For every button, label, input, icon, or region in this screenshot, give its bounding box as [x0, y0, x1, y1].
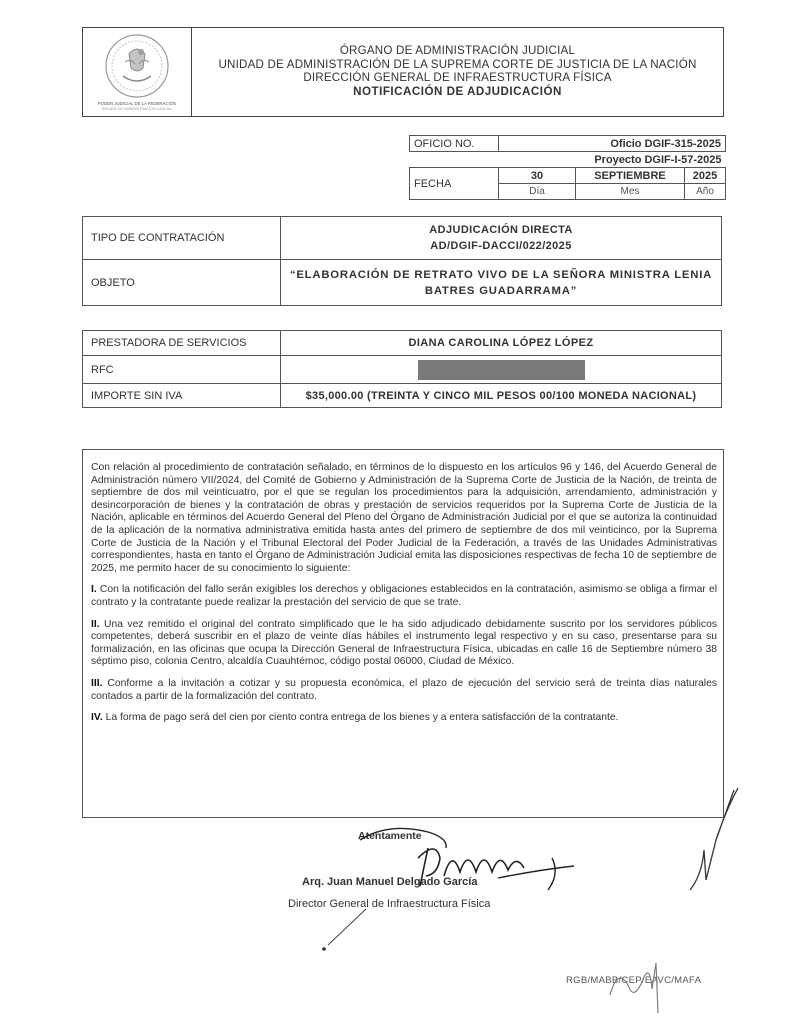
objeto-value-line-2: BATRES GUADARRAMA”: [424, 284, 578, 297]
body-text: [91, 462, 717, 734]
fecha-year: 2025: [685, 168, 726, 184]
paragraph-2: [91, 619, 717, 669]
document-title: NOTIFICACIÓN DE ADJUDICACIÓN: [353, 84, 562, 98]
rfc-value: [281, 356, 722, 384]
seal-caption: PODER JUDICIAL DE LA FEDERACIÓN: [97, 101, 177, 106]
month-label: Mes: [576, 184, 685, 200]
prestadora-value: DIANA CAROLINA LÓPEZ LÓPEZ: [281, 331, 722, 356]
oficio-table: [409, 135, 726, 200]
national-seal-icon: [101, 32, 173, 100]
tipo-label: TIPO DE CONTRATACIÓN: [83, 217, 281, 260]
notification-body: [82, 449, 724, 818]
paragraph-1-number: I.: [91, 584, 97, 596]
importe-value: $35,000.00 (TREINTA Y CINCO MIL PESOS 00/100 MONEDA NACIONAL): [281, 384, 722, 408]
initials-scribble: [600, 955, 680, 1015]
prestadora-label: PRESTADORA DE SERVICIOS: [83, 331, 281, 356]
reference-initials: RGB/MABB/CEP/EAVC/MAFA: [566, 975, 702, 986]
objeto-value-line-1: “ELABORACIÓN DE RETRATO VIVO DE LA SEÑORA MINISTRA LENIA: [289, 268, 713, 281]
header-line-3: DIRECCIÓN GENERAL DE INFRAESTRUCTURA FÍSICA: [303, 71, 612, 84]
paragraph-3-number: III.: [91, 677, 103, 689]
seal-cell: [83, 28, 192, 116]
paragraph-3: [91, 678, 717, 703]
proyecto-number: Proyecto DGIF-I-57-2025: [594, 153, 722, 166]
rfc-label: RFC: [83, 356, 281, 384]
signature-stroke: [318, 905, 378, 955]
closing-atentamente: Atentamente: [358, 830, 422, 842]
paragraph-1-text: Con la notificación del fallo serán exigibles los derechos y obligaciones establecidos en la contratación, asimismo se obliga a firmar el contrato y la contratante puede realizar la prestación del servicio de que se trate.: [91, 584, 717, 608]
tipo-value-line-1: ADJUDICACIÓN DIRECTA: [429, 224, 573, 236]
contract-table: [82, 216, 722, 306]
fecha-month: SEPTIEMBRE: [576, 168, 685, 184]
fecha-label: FECHA: [410, 168, 499, 200]
year-label: Año: [685, 184, 726, 200]
tipo-value-line-2: AD/DGIF-DACCI/022/2025: [430, 240, 572, 252]
provider-table: [82, 330, 722, 408]
tipo-value: [281, 217, 722, 260]
objeto-label: OBJETO: [83, 260, 281, 306]
paragraph-3-text: Conforme a la invitación a cotizar y su propuesta económica, el plazo de ejecución del servicio será de treinta días naturales contados a partir de la formalización del contrato.: [91, 677, 717, 702]
header-line-1: ÓRGANO DE ADMINISTRACIÓN JUDICIAL: [339, 44, 576, 57]
paragraph-2-text: Una vez remitido el original del contrato simplificado que le ha sido adjudicado debidamente suscrito por los servidores públicos competentes, deberá suscribir en el plazo de veinte días hábiles el instrumento legal respectivo y en su caso, presentarse para su formalización, en las oficinas que ocupa la Dirección General de Infraestructura Física, ubicadas en calle 16 de Septiembre número 38 séptimo piso, colonia Centro, alcaldía Cuauhtémoc, código postal 06000, Ciudad de México.: [91, 618, 717, 668]
signatory-name: Arq. Juan Manuel Delgado García: [302, 876, 478, 888]
intro-paragraph: Con relación al procedimiento de contratación señalado, en términos de lo dispuesto en los artículos 96 y 146, del Acuerdo General de Administración número VII/2024, del Comité de Gobierno y Administración de la Suprema Corte de Justicia de la Nación, de treinta de septiembre de dos mil veinticuatro, por el que se regulan los procedimientos para la adquisición, arrendamiento, administración y desincorporación de bienes y la contratación de obras y prestación de servicios requeridos por la Suprema Corte de Justicia de la Nación, aplicable en términos del Acuerdo General del Pleno del Órgano de Administración Judicial por el que se autoriza la continuidad de la aplicación de la normativa administrativa emitida hasta antes del primero de septiembre de dos mil veinticinco, por la Suprema Corte de Justicia de la Nación y el Tribunal Electoral del Poder Judicial de la Federación, a través de las Unidades Administrativas correspondientes, hasta en tanto el Órgano de Administración Judicial emita las disposiciones respectivas de fecha 10 de septiembre de 2025, me permito hacer de su conocimiento lo siguiente:: [91, 462, 717, 574]
signatory-title: Director General de Infraestructura Física: [288, 898, 491, 910]
paragraph-4-number: IV.: [91, 712, 103, 724]
oficio-number: Oficio DGIF-315-2025: [499, 136, 726, 152]
header-title-block: [192, 28, 723, 116]
margin-initial-signature: [676, 780, 756, 900]
document-header: [82, 27, 724, 117]
paragraph-2-number: II.: [91, 618, 100, 630]
objeto-value: [281, 260, 722, 306]
day-label: Día: [499, 184, 576, 200]
paragraph-4: [91, 712, 717, 725]
importe-label: IMPORTE SIN IVA: [83, 384, 281, 408]
paragraph-1: [91, 584, 717, 609]
rfc-redaction: [418, 360, 585, 380]
fecha-day: 30: [499, 168, 576, 184]
oficio-label: OFICIO NO.: [410, 136, 499, 152]
header-line-2: UNIDAD DE ADMINISTRACIÓN DE LA SUPREMA CORTE DE JUSTICIA DE LA NACIÓN: [218, 57, 697, 71]
seal-subcaption: ÓRGANO DE ADMINISTRACIÓN JUDICIAL: [101, 107, 173, 111]
paragraph-4-text: La forma de pago será del cien por ciento contra entrega de los bienes y a entera satisfacción de la contratante.: [105, 712, 619, 724]
